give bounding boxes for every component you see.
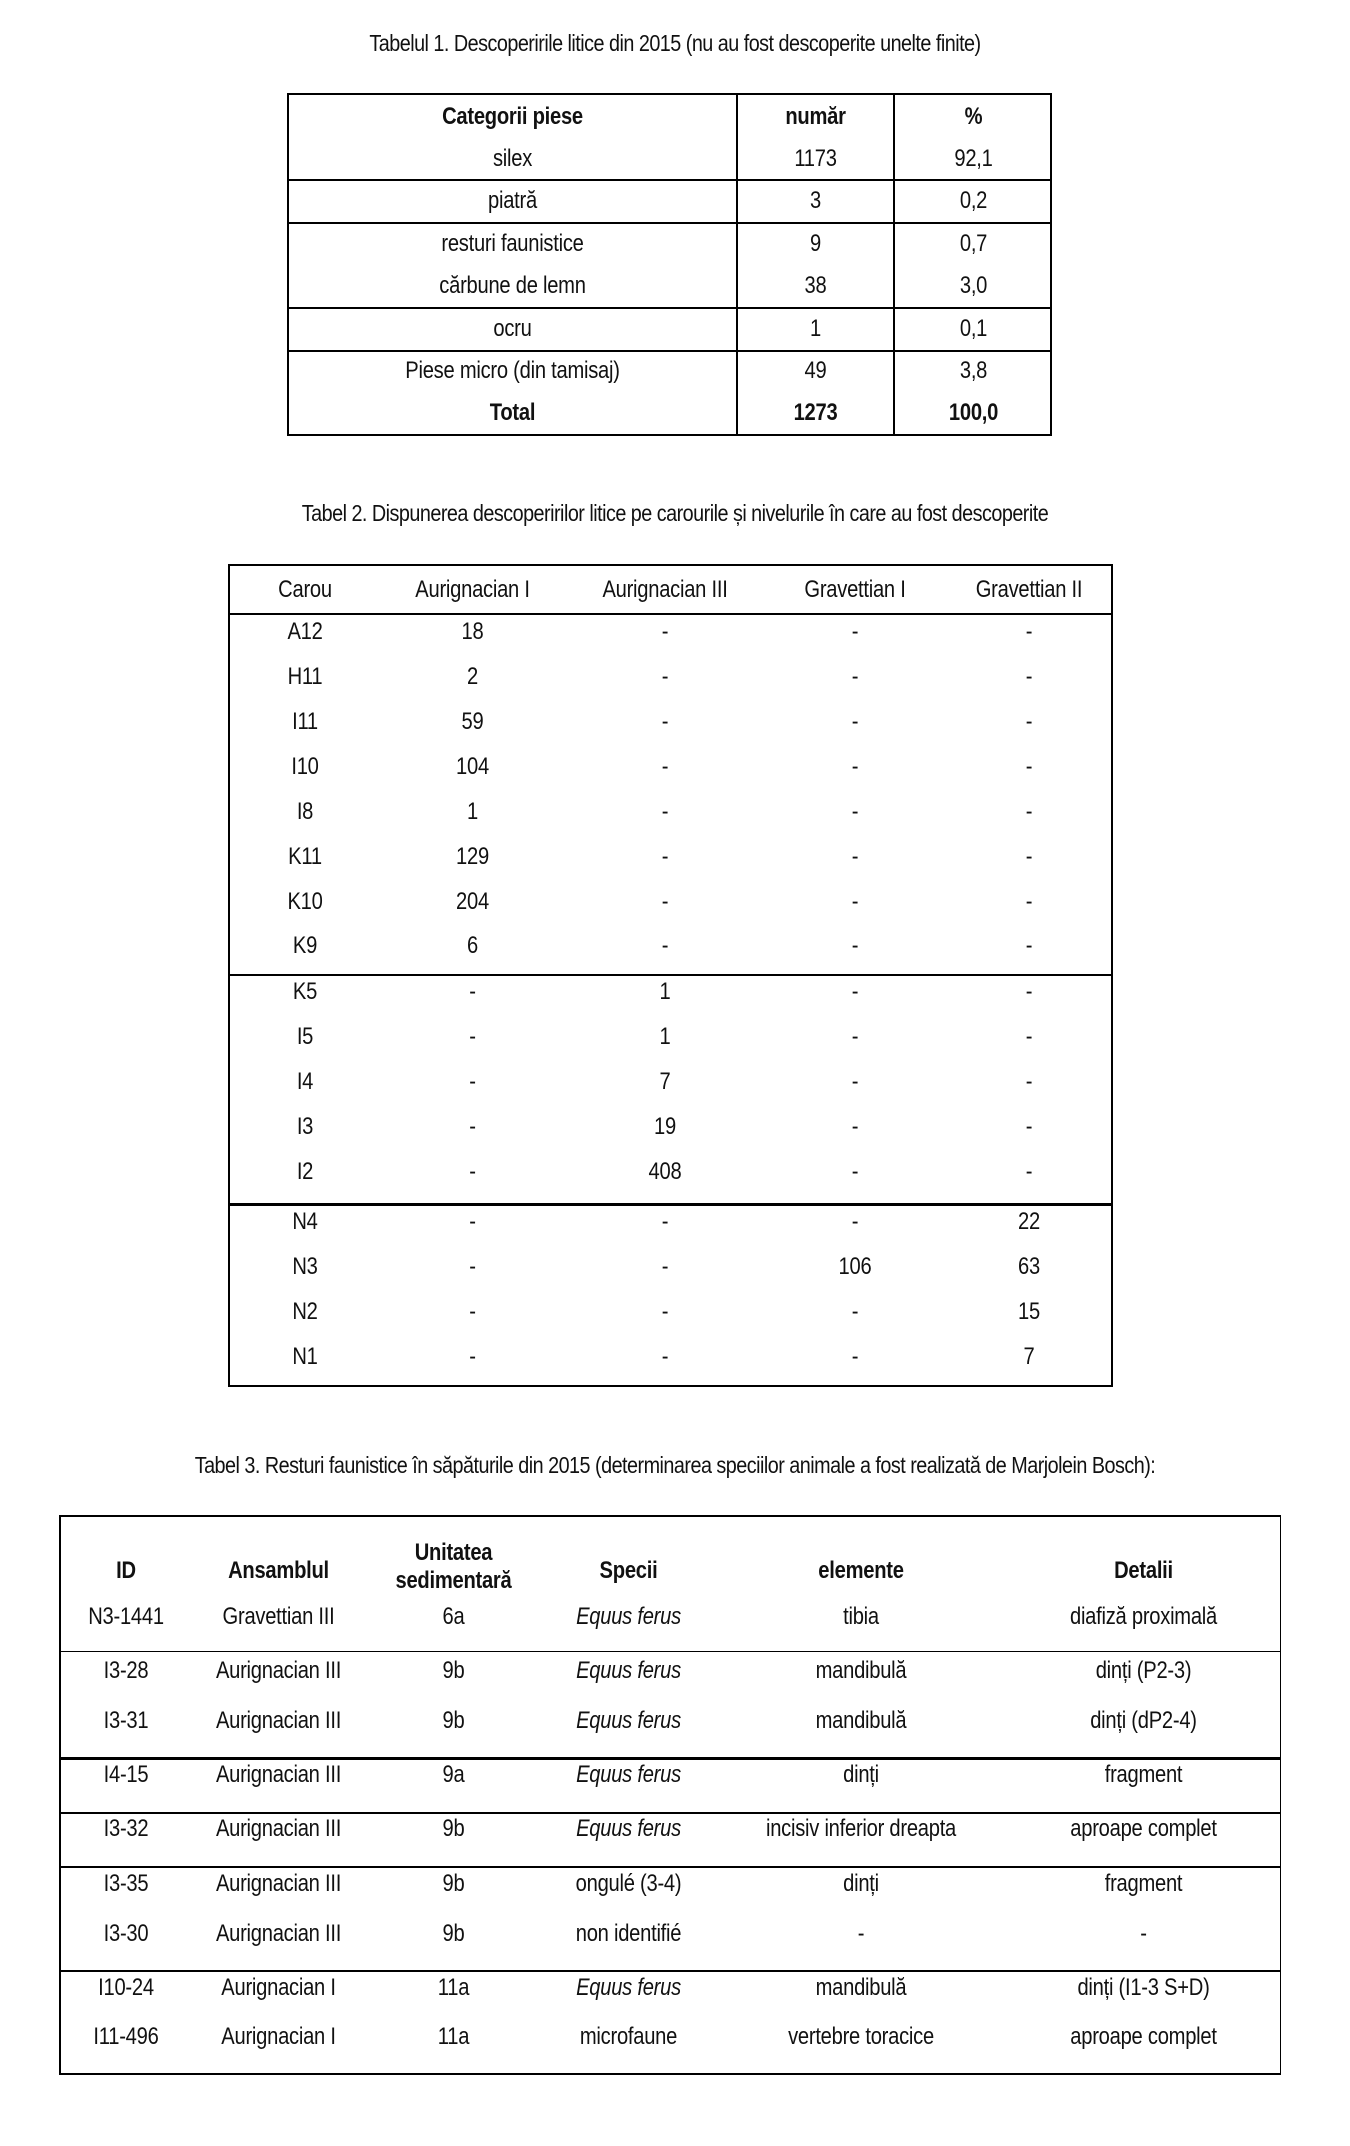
carou-cell: I8 xyxy=(296,798,314,825)
cell: 1 xyxy=(810,315,821,342)
table1-row-divider xyxy=(289,179,1050,181)
count-cell: - xyxy=(1025,1068,1033,1095)
count-cell: - xyxy=(469,1068,476,1095)
elemente-cell: mandibulă xyxy=(815,1974,907,2001)
specii-cell: Equus ferus xyxy=(576,1974,681,2001)
count-cell: - xyxy=(1025,978,1033,1005)
carou-cell: N3 xyxy=(292,1253,318,1280)
count-cell: - xyxy=(851,932,859,959)
table2-header-divider xyxy=(230,613,1111,615)
ansamblul-cell: Gravettian III xyxy=(222,1603,335,1630)
cell: ocru xyxy=(493,315,532,342)
table3-header-sedimentara: sedimentară xyxy=(395,1567,512,1594)
carou-cell: N1 xyxy=(292,1343,318,1370)
count-cell: 6 xyxy=(467,932,478,959)
count-cell: - xyxy=(661,1343,669,1370)
carou-cell: I3 xyxy=(296,1113,314,1140)
total-label: Total xyxy=(489,399,536,426)
table3-header-specii: Specii xyxy=(599,1557,658,1584)
count-cell: 129 xyxy=(456,843,489,870)
detalii-cell: dinți (I1-3 S+D) xyxy=(1077,1974,1210,2001)
cell: 0,1 xyxy=(959,315,988,342)
unitatea-cell: 9b xyxy=(442,1870,465,1897)
ansamblul-cell: Aurignacian III xyxy=(215,1761,342,1788)
specii-cell: Equus ferus xyxy=(576,1815,681,1842)
count-cell: 19 xyxy=(654,1113,676,1140)
cell: silex xyxy=(492,145,533,172)
cell: 0,2 xyxy=(959,187,988,214)
count-cell: - xyxy=(661,1208,669,1235)
count-cell: - xyxy=(851,1343,859,1370)
count-cell: - xyxy=(1025,798,1033,825)
count-cell: - xyxy=(1025,618,1033,645)
id-cell: I3-32 xyxy=(103,1815,149,1842)
count-cell: - xyxy=(661,932,669,959)
id-cell: I3-31 xyxy=(103,1707,149,1734)
id-cell: I4-15 xyxy=(103,1761,149,1788)
count-cell: - xyxy=(1025,663,1033,690)
count-cell: - xyxy=(469,1023,476,1050)
elemente-cell: dinți xyxy=(843,1870,879,1897)
table2-group-divider xyxy=(230,1203,1111,1206)
carou-cell: H11 xyxy=(287,663,323,690)
cell: 1173 xyxy=(794,145,837,172)
count-cell: - xyxy=(661,798,669,825)
count-cell: - xyxy=(661,618,669,645)
count-cell: - xyxy=(1025,708,1033,735)
count-cell: - xyxy=(469,1208,476,1235)
count-cell: 7 xyxy=(659,1068,671,1095)
id-cell: I3-28 xyxy=(103,1657,149,1684)
count-cell: - xyxy=(661,1298,669,1325)
ansamblul-cell: Aurignacian III xyxy=(215,1707,342,1734)
table3-caption: Tabel 3. Resturi faunistice în săpăturile din 2015 (determinarea speciilor animale a fost realizată de Marjolein Bosch): xyxy=(194,1452,1156,1478)
table2-caption: Tabel 2. Dispunerea descoperirilor litice pe carourile și nivelurile în care au fost descoperite xyxy=(301,500,1049,526)
cell: 9 xyxy=(810,230,821,257)
count-cell: - xyxy=(851,1068,859,1095)
table2-group-divider xyxy=(230,974,1111,976)
table1-header-count: număr xyxy=(785,103,846,130)
total-percent: 100,0 xyxy=(948,399,999,426)
count-cell: 7 xyxy=(1023,1343,1035,1370)
unitatea-cell: 9b xyxy=(442,1707,465,1734)
count-cell: 18 xyxy=(461,618,484,645)
ansamblul-cell: Aurignacian I xyxy=(221,1974,336,2001)
cell: resturi faunistice xyxy=(441,230,584,257)
detalii-cell: fragment xyxy=(1104,1761,1183,1788)
specii-cell: non identifié xyxy=(575,1920,682,1947)
count-cell: 1 xyxy=(467,798,478,825)
table1-col-divider xyxy=(893,95,895,434)
count-cell: - xyxy=(469,1298,476,1325)
table2-header-carou: Carou xyxy=(278,576,332,603)
count-cell: 106 xyxy=(838,1253,872,1280)
count-cell: - xyxy=(661,753,669,780)
table3-row-divider xyxy=(61,1757,1280,1760)
elemente-cell: mandibulă xyxy=(815,1707,907,1734)
carou-cell: K9 xyxy=(292,932,318,959)
count-cell: - xyxy=(851,663,859,690)
specii-cell: Equus ferus xyxy=(576,1707,681,1734)
id-cell: I11-496 xyxy=(93,2023,159,2050)
table3-row-divider xyxy=(61,1866,1280,1868)
carou-cell: I5 xyxy=(296,1023,314,1050)
count-cell: 1 xyxy=(659,1023,671,1050)
cell: Piese micro (din tamisaj) xyxy=(405,357,620,384)
count-cell: - xyxy=(851,1298,859,1325)
table1 xyxy=(287,93,1052,436)
cell: 3,0 xyxy=(959,272,988,299)
cell: 49 xyxy=(804,357,827,384)
unitatea-cell: 9b xyxy=(442,1920,465,1947)
carou-cell: K10 xyxy=(287,888,323,915)
table1-col-divider xyxy=(736,95,738,434)
count-cell: 104 xyxy=(456,753,489,780)
table3-header-detalii: Detalii xyxy=(1114,1557,1173,1584)
elemente-cell: - xyxy=(857,1920,865,1947)
count-cell: - xyxy=(661,1253,669,1280)
count-cell: - xyxy=(851,798,859,825)
count-cell: - xyxy=(851,843,859,870)
table2-header-gravettian-ii: Gravettian II xyxy=(975,576,1083,603)
count-cell: - xyxy=(1025,1113,1033,1140)
id-cell: I3-35 xyxy=(103,1870,149,1897)
elemente-cell: vertebre toracice xyxy=(788,2023,934,2050)
count-cell: 1 xyxy=(659,978,671,1005)
count-cell: - xyxy=(851,1158,859,1185)
count-cell: - xyxy=(851,708,859,735)
carou-cell: I11 xyxy=(292,708,318,735)
ansamblul-cell: Aurignacian III xyxy=(215,1815,342,1842)
unitatea-cell: 9b xyxy=(442,1815,465,1842)
unitatea-cell: 6a xyxy=(442,1603,465,1630)
count-cell: 204 xyxy=(456,888,489,915)
specii-cell: Equus ferus xyxy=(576,1761,681,1788)
count-cell: - xyxy=(851,753,859,780)
table2-header-gravettian-i: Gravettian I xyxy=(804,576,906,603)
count-cell: - xyxy=(469,1158,476,1185)
count-cell: 22 xyxy=(1018,1208,1040,1235)
table3-row-divider xyxy=(61,1812,1280,1814)
elemente-cell: incisiv inferior dreapta xyxy=(765,1815,957,1842)
count-cell: - xyxy=(851,1208,859,1235)
unitatea-cell: 9a xyxy=(442,1761,465,1788)
count-cell: 2 xyxy=(467,663,478,690)
table3-row-divider xyxy=(61,1970,1280,1972)
carou-cell: N2 xyxy=(292,1298,318,1325)
ansamblul-cell: Aurignacian I xyxy=(221,2023,336,2050)
ansamblul-cell: Aurignacian III xyxy=(215,1657,342,1684)
cell: 92,1 xyxy=(954,145,993,172)
cell: piatră xyxy=(488,187,537,214)
count-cell: - xyxy=(661,888,669,915)
count-cell: - xyxy=(1025,932,1033,959)
total-count: 1273 xyxy=(793,399,838,426)
carou-cell: A12 xyxy=(287,618,323,645)
count-cell: 15 xyxy=(1018,1298,1040,1325)
specii-cell: Equus ferus xyxy=(576,1603,681,1630)
detalii-cell: aproape complet xyxy=(1070,2023,1217,2050)
cell: cărbune de lemn xyxy=(439,272,586,299)
count-cell: - xyxy=(1025,1023,1033,1050)
specii-cell: ongulé (3-4) xyxy=(575,1870,682,1897)
unitatea-cell: 11a xyxy=(437,2023,470,2050)
count-cell: - xyxy=(1025,753,1033,780)
table2-header-aurignacian-i: Aurignacian I xyxy=(415,576,530,603)
table1-caption: Tabelul 1. Descoperirile litice din 2015 (nu au fost descoperite unelte finite) xyxy=(369,30,981,56)
elemente-cell: mandibulă xyxy=(815,1657,907,1684)
id-cell: I10-24 xyxy=(98,1974,154,2001)
table3 xyxy=(59,1515,1281,2075)
detalii-cell: dinți (P2-3) xyxy=(1095,1657,1192,1684)
count-cell: - xyxy=(661,843,669,870)
count-cell: - xyxy=(469,978,476,1005)
table3-header-elemente: elemente xyxy=(818,1557,904,1584)
table3-row-divider xyxy=(61,1651,1280,1652)
table1-row-divider xyxy=(289,307,1050,309)
carou-cell: K11 xyxy=(288,843,322,870)
cell: 3,8 xyxy=(959,357,988,384)
count-cell: - xyxy=(851,1113,859,1140)
table3-header-id: ID xyxy=(116,1557,136,1584)
cell: 3 xyxy=(810,187,821,214)
count-cell: - xyxy=(1025,888,1033,915)
count-cell: - xyxy=(661,708,669,735)
id-cell: N3-1441 xyxy=(88,1603,164,1630)
table1-header-category: Categorii piese xyxy=(442,103,583,130)
table2 xyxy=(228,564,1113,1387)
unitatea-cell: 11a xyxy=(437,1974,470,2001)
count-cell: - xyxy=(851,888,859,915)
count-cell: 59 xyxy=(461,708,484,735)
count-cell: - xyxy=(469,1113,476,1140)
table1-header-percent: % xyxy=(964,103,983,130)
count-cell: - xyxy=(1025,843,1033,870)
count-cell: - xyxy=(851,1023,859,1050)
count-cell: - xyxy=(1025,1158,1033,1185)
elemente-cell: tibia xyxy=(843,1603,879,1630)
detalii-cell: aproape complet xyxy=(1070,1815,1217,1842)
elemente-cell: dinți xyxy=(843,1761,879,1788)
table3-header-ansamblul: Ansamblul xyxy=(228,1557,329,1584)
specii-cell: Equus ferus xyxy=(576,1657,681,1684)
table2-header-aurignacian-iii: Aurignacian III xyxy=(602,576,728,603)
count-cell: - xyxy=(851,618,859,645)
unitatea-cell: 9b xyxy=(442,1657,465,1684)
specii-cell: microfaune xyxy=(579,2023,678,2050)
detalii-cell: - xyxy=(1140,1920,1147,1947)
carou-cell: N4 xyxy=(292,1208,318,1235)
ansamblul-cell: Aurignacian III xyxy=(215,1920,342,1947)
detalii-cell: dinți (dP2-4) xyxy=(1090,1707,1197,1734)
table1-row-divider xyxy=(289,350,1050,352)
carou-cell: I2 xyxy=(296,1158,314,1185)
count-cell: 408 xyxy=(648,1158,682,1185)
cell: 0,7 xyxy=(959,230,988,257)
carou-cell: K5 xyxy=(292,978,318,1005)
count-cell: - xyxy=(469,1343,476,1370)
id-cell: I3-30 xyxy=(103,1920,149,1947)
detalii-cell: diafiză proximală xyxy=(1070,1603,1217,1630)
detalii-cell: fragment xyxy=(1104,1870,1183,1897)
count-cell: 63 xyxy=(1018,1253,1040,1280)
carou-cell: I4 xyxy=(296,1068,314,1095)
count-cell: - xyxy=(851,978,859,1005)
cell: 38 xyxy=(804,272,827,299)
table1-row-divider xyxy=(289,222,1050,224)
ansamblul-cell: Aurignacian III xyxy=(215,1870,342,1897)
carou-cell: I10 xyxy=(291,753,319,780)
count-cell: - xyxy=(469,1253,476,1280)
count-cell: - xyxy=(661,663,669,690)
table3-header-unitatea: Unitatea xyxy=(414,1539,493,1566)
